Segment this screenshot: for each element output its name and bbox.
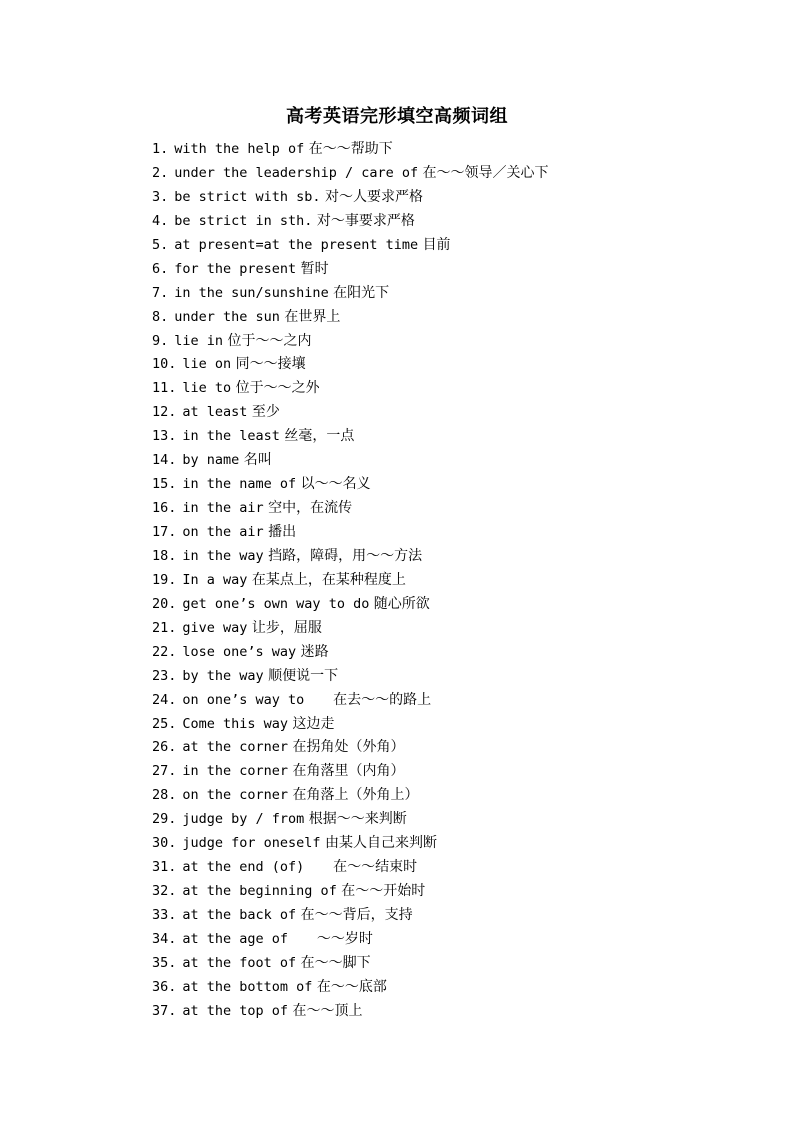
list-item (152, 401, 549, 425)
list-item (152, 186, 549, 210)
list-item (152, 138, 549, 162)
list-item (152, 234, 549, 258)
item-number: 35. (152, 954, 177, 971)
item-number: 7. (152, 284, 169, 301)
item-number: 18. (152, 547, 177, 564)
chinese-meaning: 同～～接壤 (235, 356, 306, 373)
english-phrase: with the help of (174, 141, 305, 157)
item-number: 12. (152, 404, 177, 421)
chinese-meaning: 在～～底部 (316, 978, 387, 995)
item-number: 8. (152, 308, 169, 325)
chinese-meaning: 对～人要求严格 (325, 188, 424, 205)
english-phrase: judge by / from (182, 811, 305, 828)
english-phrase: at the end (of) (182, 859, 329, 876)
chinese-meaning: 在～～背后，支持 (300, 907, 413, 923)
item-number: 27. (152, 763, 177, 780)
chinese-meaning: 播出 (268, 524, 297, 540)
item-number: 33. (152, 907, 177, 923)
english-phrase: lose one’s way (182, 643, 297, 660)
item-number: 19. (152, 571, 177, 588)
list-item (152, 880, 549, 904)
item-number: 23. (152, 667, 177, 684)
item-number: 15. (152, 476, 177, 493)
chinese-meaning: 在阳光下 (333, 284, 390, 301)
english-phrase: at the bottom of (182, 978, 313, 995)
list-item (152, 904, 549, 928)
english-phrase: in the way (182, 547, 264, 564)
chinese-meaning: 在角落里（内角） (292, 763, 405, 780)
english-phrase: Come this way (182, 715, 289, 732)
item-number: 10. (152, 356, 177, 373)
chinese-meaning: 在某点上，在某种程度上 (251, 571, 406, 588)
list-item (152, 353, 549, 377)
english-phrase: at the top of (182, 1002, 289, 1019)
list-item (152, 736, 549, 760)
english-phrase: in the air (182, 500, 264, 517)
list-item (152, 306, 549, 330)
list-item (152, 689, 549, 713)
item-number: 26. (152, 739, 177, 756)
english-phrase: on the corner (182, 787, 289, 804)
list-item (152, 569, 549, 593)
english-phrase: in the corner (182, 763, 289, 780)
item-number: 4. (152, 212, 169, 229)
list-item (152, 330, 549, 354)
item-number: 9. (152, 332, 169, 349)
item-number: 1. (152, 141, 169, 157)
chinese-meaning: 让步，屈服 (251, 619, 322, 636)
item-number: 20. (152, 595, 177, 612)
english-phrase: for the present (174, 260, 297, 277)
chinese-meaning: 顺便说一下 (268, 667, 339, 684)
list-item (152, 760, 549, 784)
item-number: 34. (152, 930, 177, 947)
list-item (152, 713, 549, 737)
chinese-meaning: 这边走 (292, 715, 335, 732)
english-phrase: by name (182, 452, 240, 469)
item-number: 2. (152, 164, 169, 181)
item-number: 25. (152, 715, 177, 732)
chinese-meaning: 至少 (251, 404, 280, 421)
english-phrase: give way (182, 619, 248, 636)
chinese-meaning: 在世界上 (284, 308, 341, 325)
english-phrase: at least (182, 404, 248, 421)
page-title: 高考英语完形填空高频词组 (286, 106, 508, 127)
item-number: 22. (152, 643, 177, 660)
list-item (152, 497, 549, 521)
list-item (152, 952, 549, 976)
item-number: 24. (152, 691, 177, 708)
item-number: 21. (152, 619, 177, 636)
chinese-meaning: 在～～领导／关心下 (422, 164, 549, 181)
list-item (152, 617, 549, 641)
english-phrase: on one’s way to (182, 691, 329, 708)
english-phrase: at the beginning of (182, 883, 337, 900)
english-phrase: at present=at the present time (174, 236, 419, 253)
item-number: 14. (152, 452, 177, 469)
list-item (152, 162, 549, 186)
english-phrase: under the sun (174, 308, 280, 325)
item-number: 11. (152, 380, 177, 397)
chinese-meaning: 在～～顶上 (292, 1002, 363, 1019)
chinese-meaning: 空中，在流传 (268, 500, 353, 517)
item-number: 29. (152, 811, 177, 828)
list-item (152, 641, 549, 665)
list-item (152, 784, 549, 808)
list-item (152, 665, 549, 689)
list-item (152, 808, 549, 832)
chinese-meaning: 目前 (422, 236, 451, 253)
english-phrase: at the corner (182, 739, 289, 756)
item-number: 36. (152, 978, 177, 995)
english-phrase: at the back of (182, 907, 297, 923)
list-item (152, 258, 549, 282)
chinese-meaning: ～～岁时 (316, 930, 373, 947)
list-item (152, 449, 549, 473)
english-phrase: In a way (182, 571, 248, 588)
english-phrase: lie to (182, 380, 232, 397)
chinese-meaning: 位于～～之外 (235, 380, 320, 397)
chinese-meaning: 丝毫，一点 (284, 428, 355, 445)
chinese-meaning: 在～～脚下 (300, 954, 371, 971)
item-number: 17. (152, 524, 177, 540)
english-phrase: under the leadership / care of (174, 164, 419, 181)
item-number: 31. (152, 859, 177, 876)
english-phrase: be strict with sb. (174, 188, 321, 205)
list-item (152, 1000, 549, 1024)
english-phrase: in the sun/sunshine (174, 284, 329, 301)
english-phrase: at the age of (182, 930, 313, 947)
english-phrase: lie on (182, 356, 232, 373)
item-number: 6. (152, 260, 169, 277)
list-item (152, 832, 549, 856)
chinese-meaning: 在角落上（外角上） (292, 787, 419, 804)
chinese-meaning: 在～～帮助下 (308, 141, 393, 157)
english-phrase: get one’s own way to do (182, 595, 370, 612)
item-number: 13. (152, 428, 177, 445)
item-number: 16. (152, 500, 177, 517)
list-item (152, 856, 549, 880)
item-number: 32. (152, 883, 177, 900)
chinese-meaning: 名叫 (243, 452, 272, 469)
phrase-list (152, 138, 549, 1024)
english-phrase: judge for oneself (182, 835, 321, 852)
chinese-meaning: 在～～结束时 (333, 859, 418, 876)
english-phrase: be strict in sth. (174, 212, 313, 229)
chinese-meaning: 在去～～的路上 (333, 691, 432, 708)
list-item (152, 521, 549, 545)
chinese-meaning: 由某人自己来判断 (325, 835, 438, 852)
list-item (152, 473, 549, 497)
item-number: 30. (152, 835, 177, 852)
chinese-meaning: 以～～名义 (300, 476, 371, 493)
english-phrase: in the least (182, 428, 280, 445)
chinese-meaning: 在拐角处（外角） (292, 739, 405, 756)
chinese-meaning: 根据～～来判断 (308, 811, 407, 828)
english-phrase: lie in (174, 332, 224, 349)
english-phrase: on the air (182, 524, 264, 540)
chinese-meaning: 随心所欲 (373, 595, 430, 612)
item-number: 37. (152, 1002, 177, 1019)
list-item (152, 976, 549, 1000)
list-item (152, 210, 549, 234)
list-item (152, 425, 549, 449)
chinese-meaning: 迷路 (300, 643, 329, 660)
item-number: 5. (152, 236, 169, 253)
english-phrase: in the name of (182, 476, 297, 493)
english-phrase: at the foot of (182, 954, 297, 971)
list-item (152, 593, 549, 617)
item-number: 3. (152, 188, 169, 205)
chinese-meaning: 位于～～之内 (227, 332, 312, 349)
item-number: 28. (152, 787, 177, 804)
chinese-meaning: 暂时 (300, 260, 329, 277)
list-item (152, 282, 549, 306)
chinese-meaning: 对～事要求严格 (316, 212, 415, 229)
english-phrase: by the way (182, 667, 264, 684)
list-item (152, 928, 549, 952)
list-item (152, 377, 549, 401)
chinese-meaning: 在～～开始时 (341, 883, 426, 900)
list-item (152, 545, 549, 569)
chinese-meaning: 挡路，障碍，用～～方法 (268, 547, 423, 564)
